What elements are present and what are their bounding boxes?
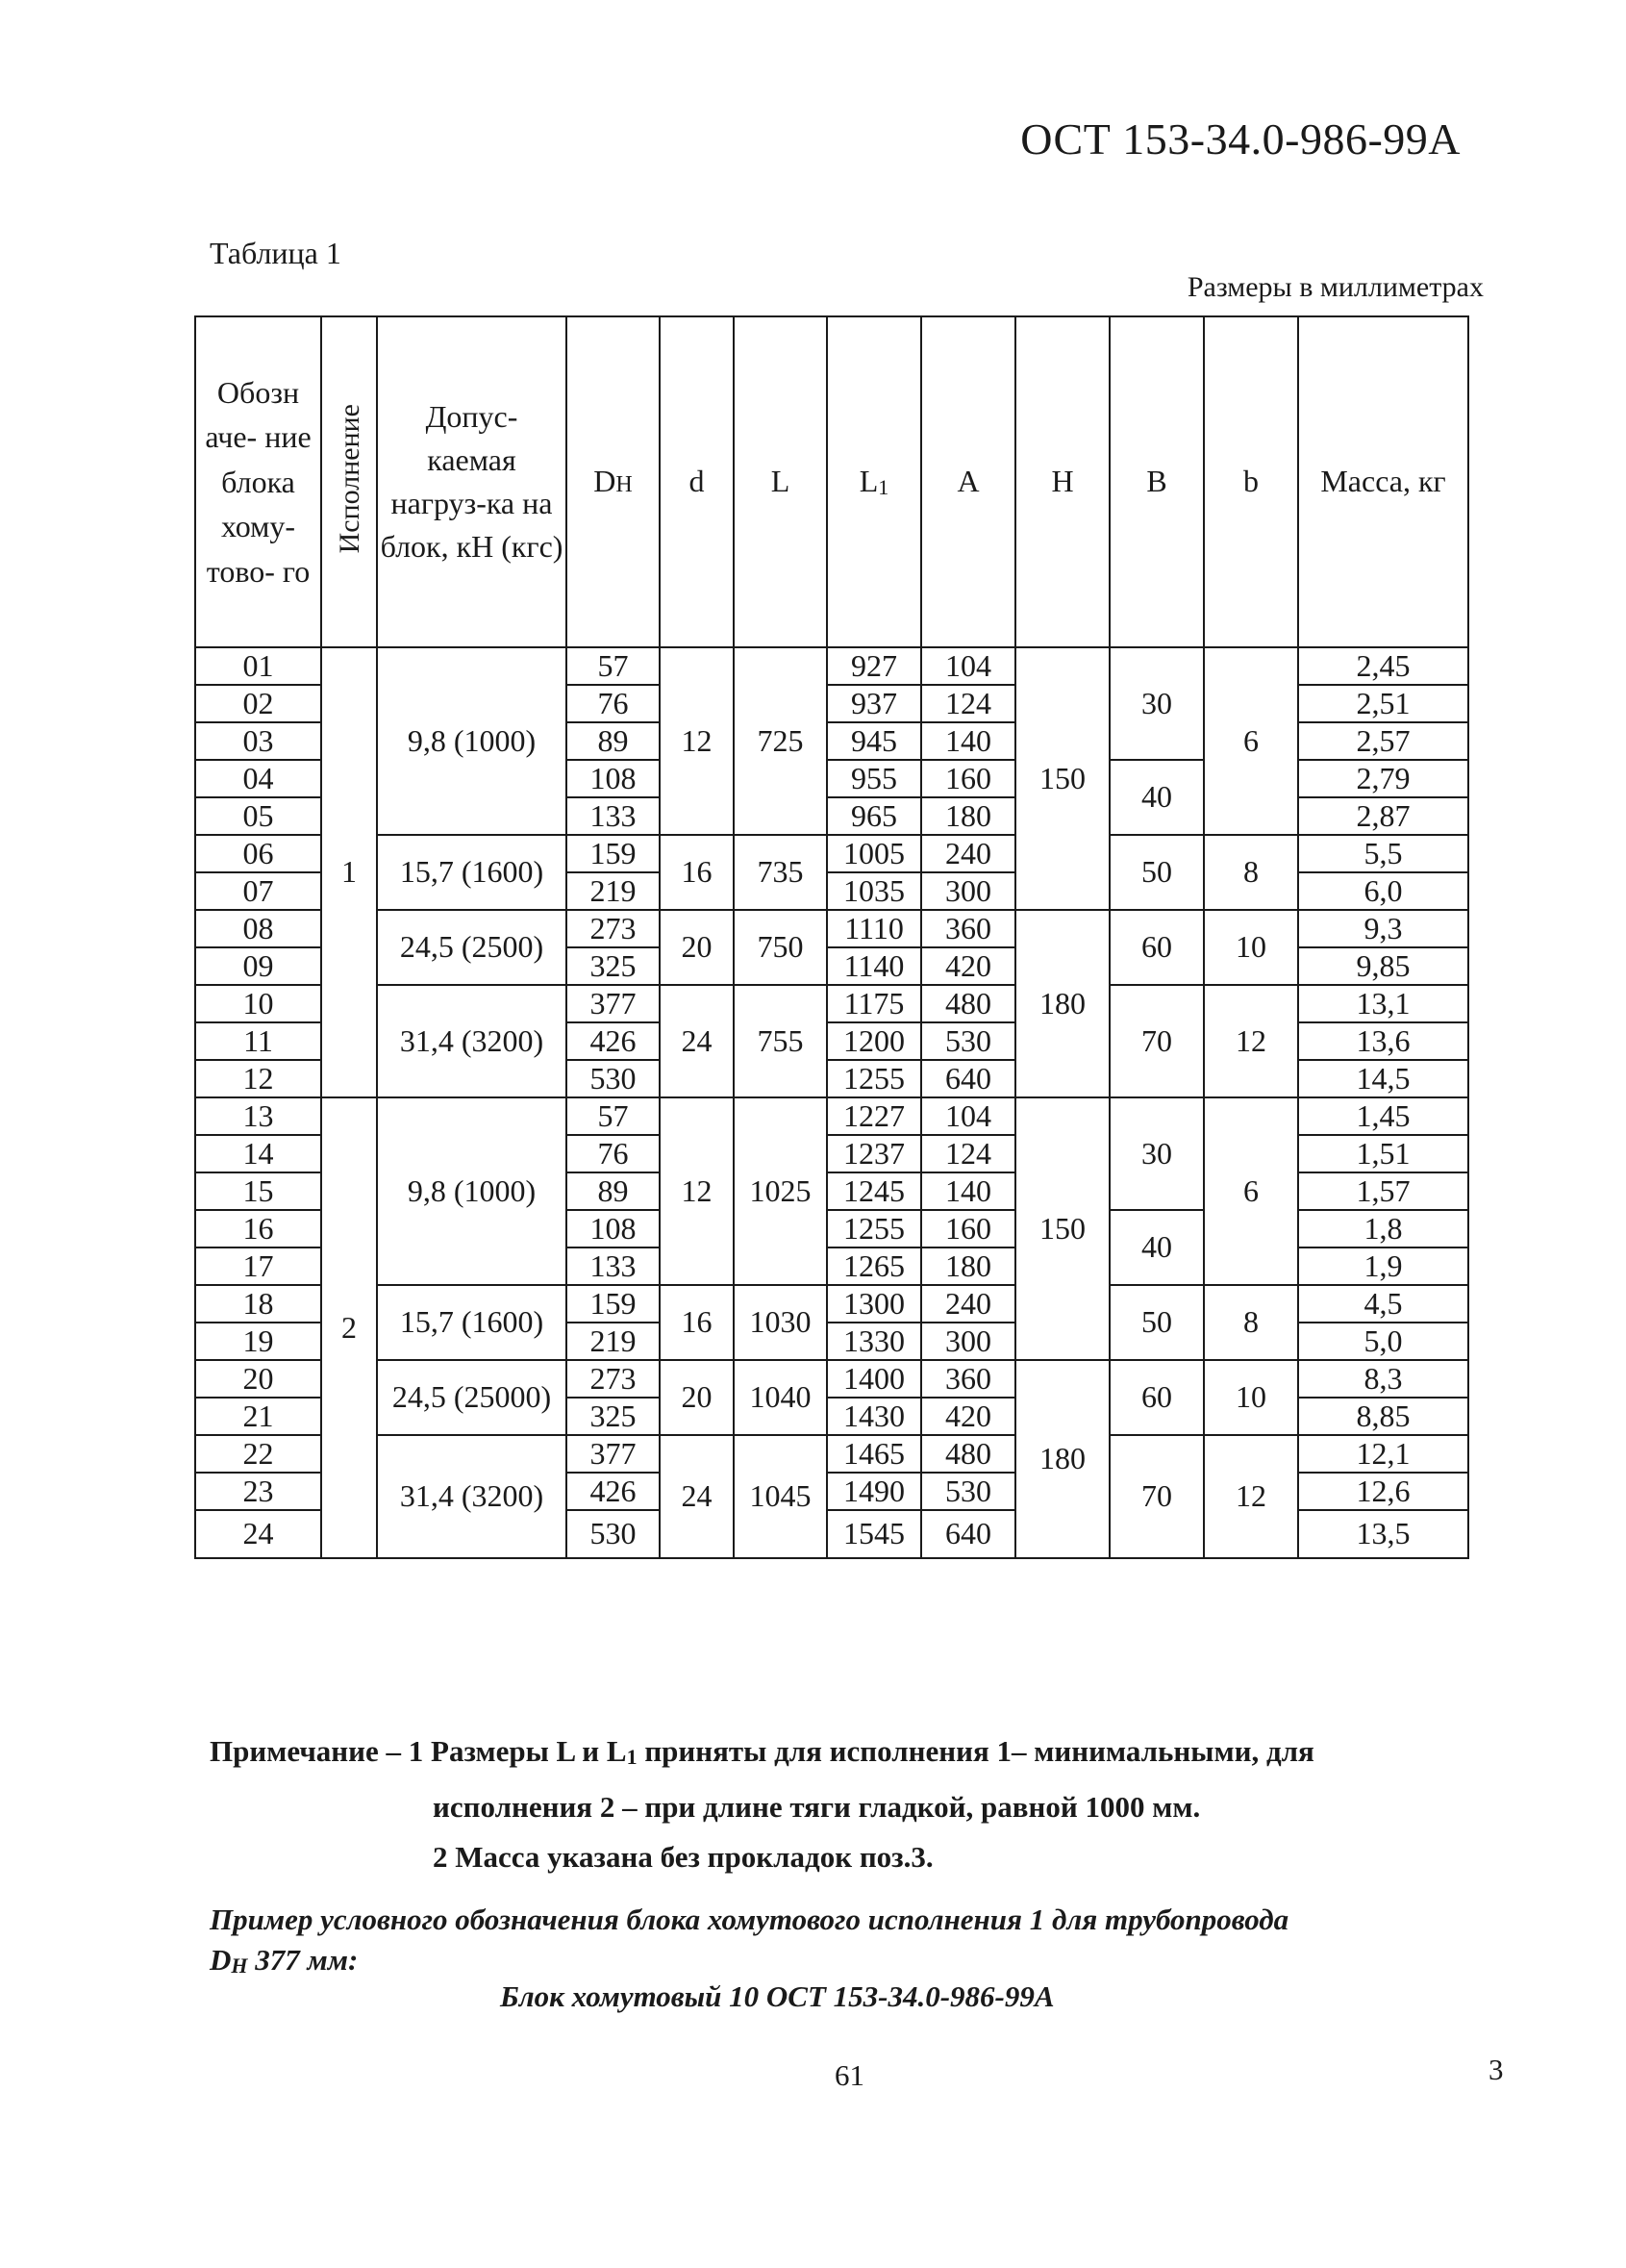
cell-L1: 1400 (827, 1360, 921, 1398)
cell-H: 150 (1015, 647, 1110, 910)
cell-mass: 5,0 (1298, 1323, 1468, 1360)
header-L1-sub: 1 (878, 474, 889, 499)
cell-A: 530 (921, 1022, 1015, 1060)
cell-A: 300 (921, 872, 1015, 910)
header-L1 (827, 316, 921, 647)
header-mass: Масса, кг (1298, 316, 1468, 647)
cell-A: 240 (921, 835, 1015, 872)
cell-designation: 20 (195, 1360, 321, 1398)
note-line-1 (210, 1726, 1314, 1782)
cell-mass: 2,51 (1298, 685, 1468, 722)
cell-dn: 530 (566, 1060, 660, 1097)
cell-load: 9,8 (1000) (377, 647, 566, 835)
example-dn-value: 377 мм: (247, 1943, 359, 1977)
cell-L1: 1465 (827, 1435, 921, 1473)
cell-mass: 6,0 (1298, 872, 1468, 910)
table-title: Таблица 1 (210, 236, 341, 270)
sheet-number: 3 (1488, 2053, 1504, 2086)
cell-designation: 15 (195, 1172, 321, 1210)
note-line-2: исполнения 2 – при длине тяги гладкой, равной 1000 мм. (433, 1790, 1201, 1824)
cell-b: 10 (1204, 910, 1298, 985)
cell-load: 24,5 (2500) (377, 910, 566, 985)
cell-dn: 57 (566, 1097, 660, 1135)
cell-L1: 1490 (827, 1473, 921, 1510)
cell-dn: 89 (566, 1172, 660, 1210)
cell-mass: 1,9 (1298, 1247, 1468, 1285)
table-row (195, 985, 1468, 1022)
example-dn-main: D (210, 1943, 232, 1977)
cell-B: 40 (1110, 1210, 1204, 1285)
cell-execution: 1 (321, 647, 377, 1097)
cell-mass: 13,1 (1298, 985, 1468, 1022)
cell-mass: 4,5 (1298, 1285, 1468, 1323)
cell-mass: 9,85 (1298, 947, 1468, 985)
cell-L: 755 (734, 985, 827, 1097)
cell-mass: 13,6 (1298, 1022, 1468, 1060)
cell-L: 1030 (734, 1285, 827, 1360)
cell-designation: 18 (195, 1285, 321, 1323)
cell-designation: 06 (195, 835, 321, 872)
cell-designation: 24 (195, 1510, 321, 1558)
cell-A: 104 (921, 647, 1015, 685)
cell-designation: 11 (195, 1022, 321, 1060)
cell-L: 1040 (734, 1360, 827, 1435)
cell-L1: 955 (827, 760, 921, 797)
example-designation: Блок хомутовый 10 ОСТ 153-34.0-986-99А (500, 1979, 1055, 2013)
cell-dn: 426 (566, 1022, 660, 1060)
cell-L1: 1255 (827, 1060, 921, 1097)
cell-L1: 1005 (827, 835, 921, 872)
header-designation: Обозн аче- ние блока хому- тово- го (195, 316, 321, 647)
cell-load: 31,4 (3200) (377, 985, 566, 1097)
cell-designation: 01 (195, 647, 321, 685)
note-line-3: 2 Масса указана без прокладок поз.3. (433, 1840, 934, 1874)
cell-load: 31,4 (3200) (377, 1435, 566, 1558)
cell-dn: 530 (566, 1510, 660, 1558)
header-execution-label: Исполнение (333, 403, 365, 554)
cell-designation: 02 (195, 685, 321, 722)
cell-designation: 17 (195, 1247, 321, 1285)
cell-mass: 2,57 (1298, 722, 1468, 760)
cell-L1: 1227 (827, 1097, 921, 1135)
cell-L: 1045 (734, 1435, 827, 1558)
cell-A: 160 (921, 760, 1015, 797)
cell-A: 530 (921, 1473, 1015, 1510)
cell-dn: 273 (566, 910, 660, 947)
cell-A: 140 (921, 1172, 1015, 1210)
cell-A: 240 (921, 1285, 1015, 1323)
cell-load: 9,8 (1000) (377, 1097, 566, 1285)
cell-A: 360 (921, 1360, 1015, 1398)
notes-block (210, 1726, 1314, 1882)
cell-d: 16 (660, 835, 734, 910)
cell-L1: 1200 (827, 1022, 921, 1060)
cell-dn: 108 (566, 760, 660, 797)
cell-dn: 57 (566, 647, 660, 685)
cell-mass: 9,3 (1298, 910, 1468, 947)
cell-mass: 2,45 (1298, 647, 1468, 685)
cell-A: 420 (921, 1398, 1015, 1435)
note-line-1-sub: 1 (626, 1745, 638, 1769)
cell-A: 480 (921, 1435, 1015, 1473)
cell-B: 60 (1110, 1360, 1204, 1435)
cell-b: 12 (1204, 1435, 1298, 1558)
cell-mass: 1,45 (1298, 1097, 1468, 1135)
cell-designation: 09 (195, 947, 321, 985)
cell-designation: 05 (195, 797, 321, 835)
header-L: L (734, 316, 827, 647)
cell-mass: 12,1 (1298, 1435, 1468, 1473)
cell-B: 50 (1110, 1285, 1204, 1360)
cell-A: 124 (921, 1135, 1015, 1172)
cell-execution: 2 (321, 1097, 377, 1558)
cell-L1: 1110 (827, 910, 921, 947)
cell-mass: 1,8 (1298, 1210, 1468, 1247)
cell-L1: 1175 (827, 985, 921, 1022)
cell-B: 30 (1110, 647, 1204, 760)
example-block (210, 1900, 1460, 1986)
header-dn-main: D (593, 464, 616, 499)
cell-L: 1025 (734, 1097, 827, 1285)
cell-designation: 12 (195, 1060, 321, 1097)
cell-designation: 22 (195, 1435, 321, 1473)
cell-designation: 21 (195, 1398, 321, 1435)
cell-L1: 1035 (827, 872, 921, 910)
cell-b: 10 (1204, 1360, 1298, 1435)
cell-dn: 219 (566, 1323, 660, 1360)
table-row (195, 835, 1468, 872)
cell-L: 725 (734, 647, 827, 835)
cell-L1: 1265 (827, 1247, 921, 1285)
cell-designation: 08 (195, 910, 321, 947)
cell-L1: 1300 (827, 1285, 921, 1323)
cell-B: 70 (1110, 1435, 1204, 1558)
cell-designation: 13 (195, 1097, 321, 1135)
table-row (195, 1360, 1468, 1398)
table-row (195, 1285, 1468, 1323)
cell-dn: 76 (566, 685, 660, 722)
header-execution (321, 316, 377, 647)
cell-L1: 1237 (827, 1135, 921, 1172)
cell-d: 12 (660, 1097, 734, 1285)
cell-d: 20 (660, 1360, 734, 1435)
note-line-1-end: приняты для исполнения 1– минимальными, для (637, 1734, 1314, 1768)
document-code: ОСТ 153-34.0-986-99А (1020, 114, 1461, 164)
header-d: d (660, 316, 734, 647)
cell-A: 104 (921, 1097, 1015, 1135)
cell-A: 124 (921, 685, 1015, 722)
cell-B: 70 (1110, 985, 1204, 1097)
cell-dn: 133 (566, 797, 660, 835)
cell-d: 24 (660, 985, 734, 1097)
cell-mass: 5,5 (1298, 835, 1468, 872)
cell-L1: 927 (827, 647, 921, 685)
cell-load: 24,5 (25000) (377, 1360, 566, 1435)
cell-A: 640 (921, 1060, 1015, 1097)
cell-load: 15,7 (1600) (377, 835, 566, 910)
cell-mass: 2,79 (1298, 760, 1468, 797)
cell-b: 8 (1204, 1285, 1298, 1360)
cell-designation: 19 (195, 1323, 321, 1360)
cell-b: 6 (1204, 647, 1298, 835)
cell-L1: 1545 (827, 1510, 921, 1558)
header-L1-main: L (859, 463, 879, 498)
example-dn-sub: Н (231, 1953, 248, 1978)
cell-dn: 325 (566, 1398, 660, 1435)
cell-b: 12 (1204, 985, 1298, 1097)
cell-d: 24 (660, 1435, 734, 1558)
table-body (195, 647, 1468, 1558)
cell-mass: 14,5 (1298, 1060, 1468, 1097)
cell-dn: 219 (566, 872, 660, 910)
cell-dn: 108 (566, 1210, 660, 1247)
cell-d: 16 (660, 1285, 734, 1360)
cell-dn: 426 (566, 1473, 660, 1510)
units-note: Размеры в миллиметрах (1187, 271, 1484, 303)
cell-B: 40 (1110, 760, 1204, 835)
cell-designation: 16 (195, 1210, 321, 1247)
cell-mass: 12,6 (1298, 1473, 1468, 1510)
cell-L1: 1140 (827, 947, 921, 985)
cell-B: 60 (1110, 910, 1204, 985)
table-row (195, 647, 1468, 685)
cell-L1: 1245 (827, 1172, 921, 1210)
cell-b: 6 (1204, 1097, 1298, 1285)
header-dn (566, 316, 660, 647)
cell-mass: 8,3 (1298, 1360, 1468, 1398)
note-line-1-start: Примечание – 1 Размеры L и L (210, 1734, 627, 1768)
cell-d: 12 (660, 647, 734, 835)
header-A: A (921, 316, 1015, 647)
header-b: b (1204, 316, 1298, 647)
table-header-row (195, 316, 1468, 647)
cell-mass: 1,51 (1298, 1135, 1468, 1172)
cell-L1: 937 (827, 685, 921, 722)
cell-H: 150 (1015, 1097, 1110, 1360)
cell-A: 180 (921, 1247, 1015, 1285)
cell-A: 360 (921, 910, 1015, 947)
table-row (195, 910, 1468, 947)
header-H: H (1015, 316, 1110, 647)
cell-L1: 965 (827, 797, 921, 835)
cell-A: 180 (921, 797, 1015, 835)
cell-mass: 13,5 (1298, 1510, 1468, 1558)
example-line-1: Пример условного обозначения блока хомутового исполнения 1 для трубопровода (210, 1903, 1289, 1936)
cell-designation: 03 (195, 722, 321, 760)
cell-B: 30 (1110, 1097, 1204, 1210)
header-dn-sub: Н (615, 472, 633, 498)
cell-A: 140 (921, 722, 1015, 760)
cell-designation: 10 (195, 985, 321, 1022)
cell-designation: 23 (195, 1473, 321, 1510)
header-load: Допус- каемая нагруз-ка на блок, кН (кгс) (377, 316, 566, 647)
cell-dn: 325 (566, 947, 660, 985)
cell-H: 180 (1015, 910, 1110, 1097)
cell-dn: 273 (566, 1360, 660, 1398)
cell-A: 300 (921, 1323, 1015, 1360)
cell-A: 480 (921, 985, 1015, 1022)
cell-mass: 8,85 (1298, 1398, 1468, 1435)
cell-designation: 07 (195, 872, 321, 910)
cell-H: 180 (1015, 1360, 1110, 1558)
cell-dn: 159 (566, 1285, 660, 1323)
cell-A: 160 (921, 1210, 1015, 1247)
cell-L: 750 (734, 910, 827, 985)
cell-dn: 377 (566, 985, 660, 1022)
cell-mass: 1,57 (1298, 1172, 1468, 1210)
page-number: 61 (835, 2058, 864, 2092)
table-row (195, 1435, 1468, 1473)
cell-dn: 76 (566, 1135, 660, 1172)
cell-dn: 89 (566, 722, 660, 760)
cell-L1: 945 (827, 722, 921, 760)
header-B: B (1110, 316, 1204, 647)
cell-A: 640 (921, 1510, 1015, 1558)
cell-L: 735 (734, 835, 827, 910)
cell-b: 8 (1204, 835, 1298, 910)
cell-designation: 04 (195, 760, 321, 797)
table-row (195, 1097, 1468, 1135)
cell-load: 15,7 (1600) (377, 1285, 566, 1360)
cell-d: 20 (660, 910, 734, 985)
cell-B: 50 (1110, 835, 1204, 910)
cell-L1: 1330 (827, 1323, 921, 1360)
cell-L1: 1255 (827, 1210, 921, 1247)
cell-A: 420 (921, 947, 1015, 985)
cell-dn: 133 (566, 1247, 660, 1285)
cell-dn: 159 (566, 835, 660, 872)
dimensions-table (194, 315, 1469, 1559)
cell-mass: 2,87 (1298, 797, 1468, 835)
cell-L1: 1430 (827, 1398, 921, 1435)
cell-dn: 377 (566, 1435, 660, 1473)
cell-designation: 14 (195, 1135, 321, 1172)
